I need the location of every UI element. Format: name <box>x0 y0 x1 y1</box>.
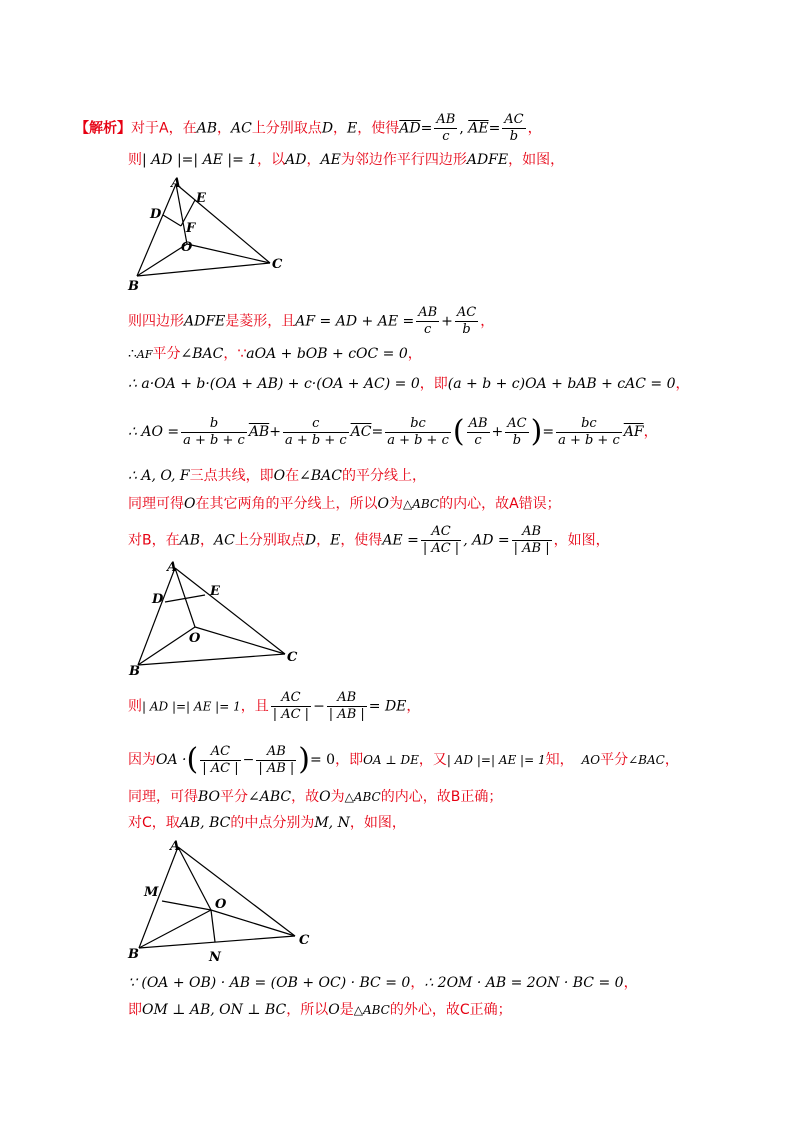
math: △ABC <box>344 790 381 804</box>
text: 因为 <box>128 752 156 768</box>
line-11: 因为OA ·( $\frac{AC}{| AC |}$ − $\frac{AB}{| AB |}$ )= 0，即OA ⊥ DE，又| AD |=| AE |= 1知， AO平分∠BAC， <box>128 742 679 777</box>
math: OA ⊥ DE <box>363 753 419 767</box>
text: 的外心，故C正确； <box>389 1002 512 1018</box>
label-E: E <box>196 191 206 206</box>
math: O <box>184 496 196 512</box>
text: ，又 <box>418 752 447 768</box>
math: | AD |=| AE |= 1 <box>142 699 241 714</box>
math: = DE <box>368 698 407 715</box>
math: ∴ AO = <box>128 424 180 440</box>
text: ， <box>407 346 422 362</box>
text: ， <box>643 424 658 440</box>
text: ， <box>306 152 321 168</box>
math: ∴ a·OA + b·(OA + AB) + c·(OA + AC) = 0 <box>128 376 420 392</box>
math: | AD |=| AE |= 1 <box>142 152 258 168</box>
label-O: O <box>215 897 227 912</box>
text: ， <box>675 376 690 392</box>
text: 为邻边作平行四边形 <box>340 152 467 168</box>
text: 为 <box>330 789 345 805</box>
math: △ABC <box>402 497 440 511</box>
text: ， <box>406 698 421 715</box>
analysis-tag: 【解析】 <box>75 120 131 137</box>
text: 的平分线上， <box>341 468 426 484</box>
text: ，且 <box>240 698 269 715</box>
label-A: A <box>170 839 181 854</box>
line-4: ∴AF平分∠BAC，∵aOA + bOB + cOC = 0， <box>128 346 422 362</box>
label-A: A <box>171 176 182 191</box>
math: AC <box>230 120 252 137</box>
text: 则 <box>128 152 142 168</box>
line-14 <box>128 973 638 993</box>
fraction: $\frac{AC}{| AC |}$ <box>272 690 310 722</box>
math: D <box>321 120 334 137</box>
math: ∠BAC <box>299 468 342 484</box>
line-3: 则四边形ADFE是菱形，且AF = AD + AE = $\frac{AB}{c}$ + $\frac{AC}{b}$ ， <box>128 305 495 337</box>
text: 对C，取 <box>128 815 180 831</box>
line-2 <box>128 150 564 170</box>
math: O <box>328 1002 340 1018</box>
text: ， <box>316 532 331 549</box>
label-B: B <box>128 279 139 294</box>
text: 的内心，故B正确； <box>380 789 503 805</box>
line-7 <box>128 466 426 486</box>
fraction: $\frac{AB}{| AB |}$ <box>258 743 295 776</box>
label-D: D <box>150 207 162 222</box>
label-C: C <box>287 650 298 665</box>
math: D <box>304 532 317 549</box>
fraction: $\frac{bc}{a + b + c}$ <box>558 415 620 448</box>
math: AD <box>285 152 307 168</box>
fraction: $\frac{AB}{c}$ <box>468 415 488 448</box>
text: 在其它两角的平分线上，所以 <box>195 496 378 512</box>
text: 则 <box>128 698 142 715</box>
label-A: A <box>167 560 178 575</box>
line-5 <box>128 374 690 394</box>
math: = <box>488 120 501 137</box>
fraction: $\frac{AC}{b}$ <box>507 415 527 448</box>
math: AO <box>581 753 601 767</box>
text: ，使得 <box>357 120 400 137</box>
text: ， <box>200 532 215 549</box>
label-O: O <box>181 240 193 255</box>
text: 三点共线，即 <box>189 468 274 484</box>
math: ADFE <box>466 152 509 168</box>
label-F: F <box>186 221 196 236</box>
math: AB, BC <box>179 815 231 831</box>
figure-2-triangle <box>125 557 305 682</box>
text: 上分别取点 <box>251 120 322 137</box>
fraction: $\frac{AC}{b}$ <box>456 305 477 337</box>
math: = <box>420 120 433 137</box>
text: ， <box>664 752 679 768</box>
line-1: 【解析】对于A，在AB，AC上分别取点D，E，使得$\overline{AD}=$ $\frac{AB}{c}$ , $\overline{AE}=$ $\frac{AC}{b}$ ， <box>75 112 542 144</box>
label-D: D <box>152 592 164 607</box>
math: aOA + bOB + cOC = 0 <box>246 346 408 362</box>
label-M: M <box>144 885 159 900</box>
text: ， <box>480 313 495 330</box>
text: 的中点分别为 <box>230 815 315 831</box>
label-N: N <box>209 950 221 965</box>
text: ， <box>527 120 542 137</box>
math: ∴ 2OM · AB = 2ON · BC = 0 <box>424 975 624 991</box>
fraction: $\frac{bc}{a + b + c}$ <box>387 415 449 448</box>
line-12 <box>128 787 502 807</box>
text: 同理，可得 <box>128 789 198 805</box>
figure-1-triangle <box>125 174 295 294</box>
text: ，以 <box>257 152 286 168</box>
math: M, N <box>314 815 350 831</box>
text: 对于A，在 <box>131 120 197 137</box>
text: ，如图， <box>553 532 610 549</box>
math: ∠BAC <box>180 346 224 362</box>
line-13 <box>128 813 406 833</box>
math: | AD |=| AE |= 1 <box>446 753 546 767</box>
label-C: C <box>299 933 310 948</box>
text: ，即 <box>335 752 364 768</box>
text: 是菱形，且 <box>225 313 296 330</box>
math: AC <box>214 532 235 549</box>
line-10: 则| AD |=| AE |= 1，且 $\frac{AC}{| AC |}$ − $\frac{AB}{| AB |}$ = DE， <box>128 690 421 722</box>
text: ， <box>410 975 425 991</box>
fraction: $\frac{c}{a + b + c}$ <box>284 415 347 448</box>
fraction: $\frac{AB}{c}$ <box>436 112 456 144</box>
text: 为 <box>388 496 403 512</box>
text: ，即 <box>419 376 448 392</box>
figure-3-triangle <box>125 836 325 966</box>
text: 平分 <box>152 346 181 362</box>
math: BO <box>198 789 221 805</box>
line-6: ∴ AO = $\frac{b}{a + b + c}$ $\overline{AB}+$ $\frac{c}{a + b + c}$ $\overline{AC}=$ $\frac{bc}{a + b + c}$ ( $\frac{AB}{c}$ + $\frac{AC}{b}$ )= $\frac{bc}{a + b + c}$ $\overline{AF}$， <box>128 414 658 449</box>
math: AF = AD + AE = <box>295 313 415 330</box>
text: 的内心，故A错误； <box>439 496 561 512</box>
text: 对B，在 <box>128 532 180 549</box>
math: , AD = <box>463 532 510 549</box>
text: 在 <box>285 468 300 484</box>
label-E: E <box>210 584 220 599</box>
line-9 <box>128 524 610 557</box>
text: ，如图， <box>508 152 565 168</box>
line-8 <box>128 494 561 514</box>
text: 上分别取点 <box>234 532 305 549</box>
text: ， <box>623 975 638 991</box>
text: 同理可得 <box>128 496 184 512</box>
fraction: $\frac{AC}{b}$ <box>504 112 524 144</box>
fraction: $\frac{AB}{| AB |}$ <box>328 690 365 722</box>
text: ，如图， <box>349 815 406 831</box>
math: OA · <box>156 752 187 768</box>
math: AE = <box>382 532 419 549</box>
math: ∠ABC <box>248 789 292 805</box>
line-15 <box>128 1000 512 1020</box>
math: ∴ A, O, F <box>128 468 190 484</box>
math: AE <box>320 152 341 168</box>
math: △ABC <box>353 1003 390 1017</box>
math: O <box>377 496 389 512</box>
math: $\overline{AD}$ <box>399 120 421 137</box>
math: $\overline{AE}$ <box>468 120 489 137</box>
math: AF <box>136 348 153 361</box>
math: ∠BAC <box>628 753 665 767</box>
label-B: B <box>129 664 140 679</box>
label-C: C <box>272 257 283 272</box>
text: 是 <box>339 1002 354 1018</box>
text: 则四边形 <box>128 313 184 330</box>
text: ，所以 <box>286 1002 329 1018</box>
label-O: O <box>189 631 201 646</box>
math: O <box>319 789 331 805</box>
label-B: B <box>128 947 139 962</box>
math: ADFE <box>184 313 226 330</box>
math: ∵ (OA + OB) · AB = (OB + OC) · BC = 0 <box>128 975 411 991</box>
fraction: $\frac{AC}{| AC |}$ <box>422 524 460 556</box>
text: ， <box>216 120 231 137</box>
text: 即 <box>128 1002 142 1018</box>
text: ，∵ <box>223 346 247 362</box>
math: AB <box>179 532 201 549</box>
math: E <box>347 120 358 137</box>
fraction: $\frac{AC}{| AC |}$ <box>202 743 239 776</box>
text: 平分 <box>600 752 629 768</box>
fraction: $\frac{AB}{| AB |}$ <box>513 524 550 556</box>
text: 平分 <box>220 789 249 805</box>
fraction: $\frac{AB}{c}$ <box>418 305 438 337</box>
math: AB <box>196 120 217 137</box>
math: E <box>330 532 341 549</box>
math: OM ⊥ AB, ON ⊥ BC <box>142 1002 287 1018</box>
text: ，使得 <box>340 532 383 549</box>
fraction: $\frac{b}{a + b + c}$ <box>183 415 245 448</box>
math: (a + b + c)OA + bAB + cAC = 0 <box>447 376 676 392</box>
text: ，故 <box>291 789 320 805</box>
text: ， <box>333 120 348 137</box>
text: 知， <box>545 752 574 768</box>
math: O <box>273 468 286 484</box>
